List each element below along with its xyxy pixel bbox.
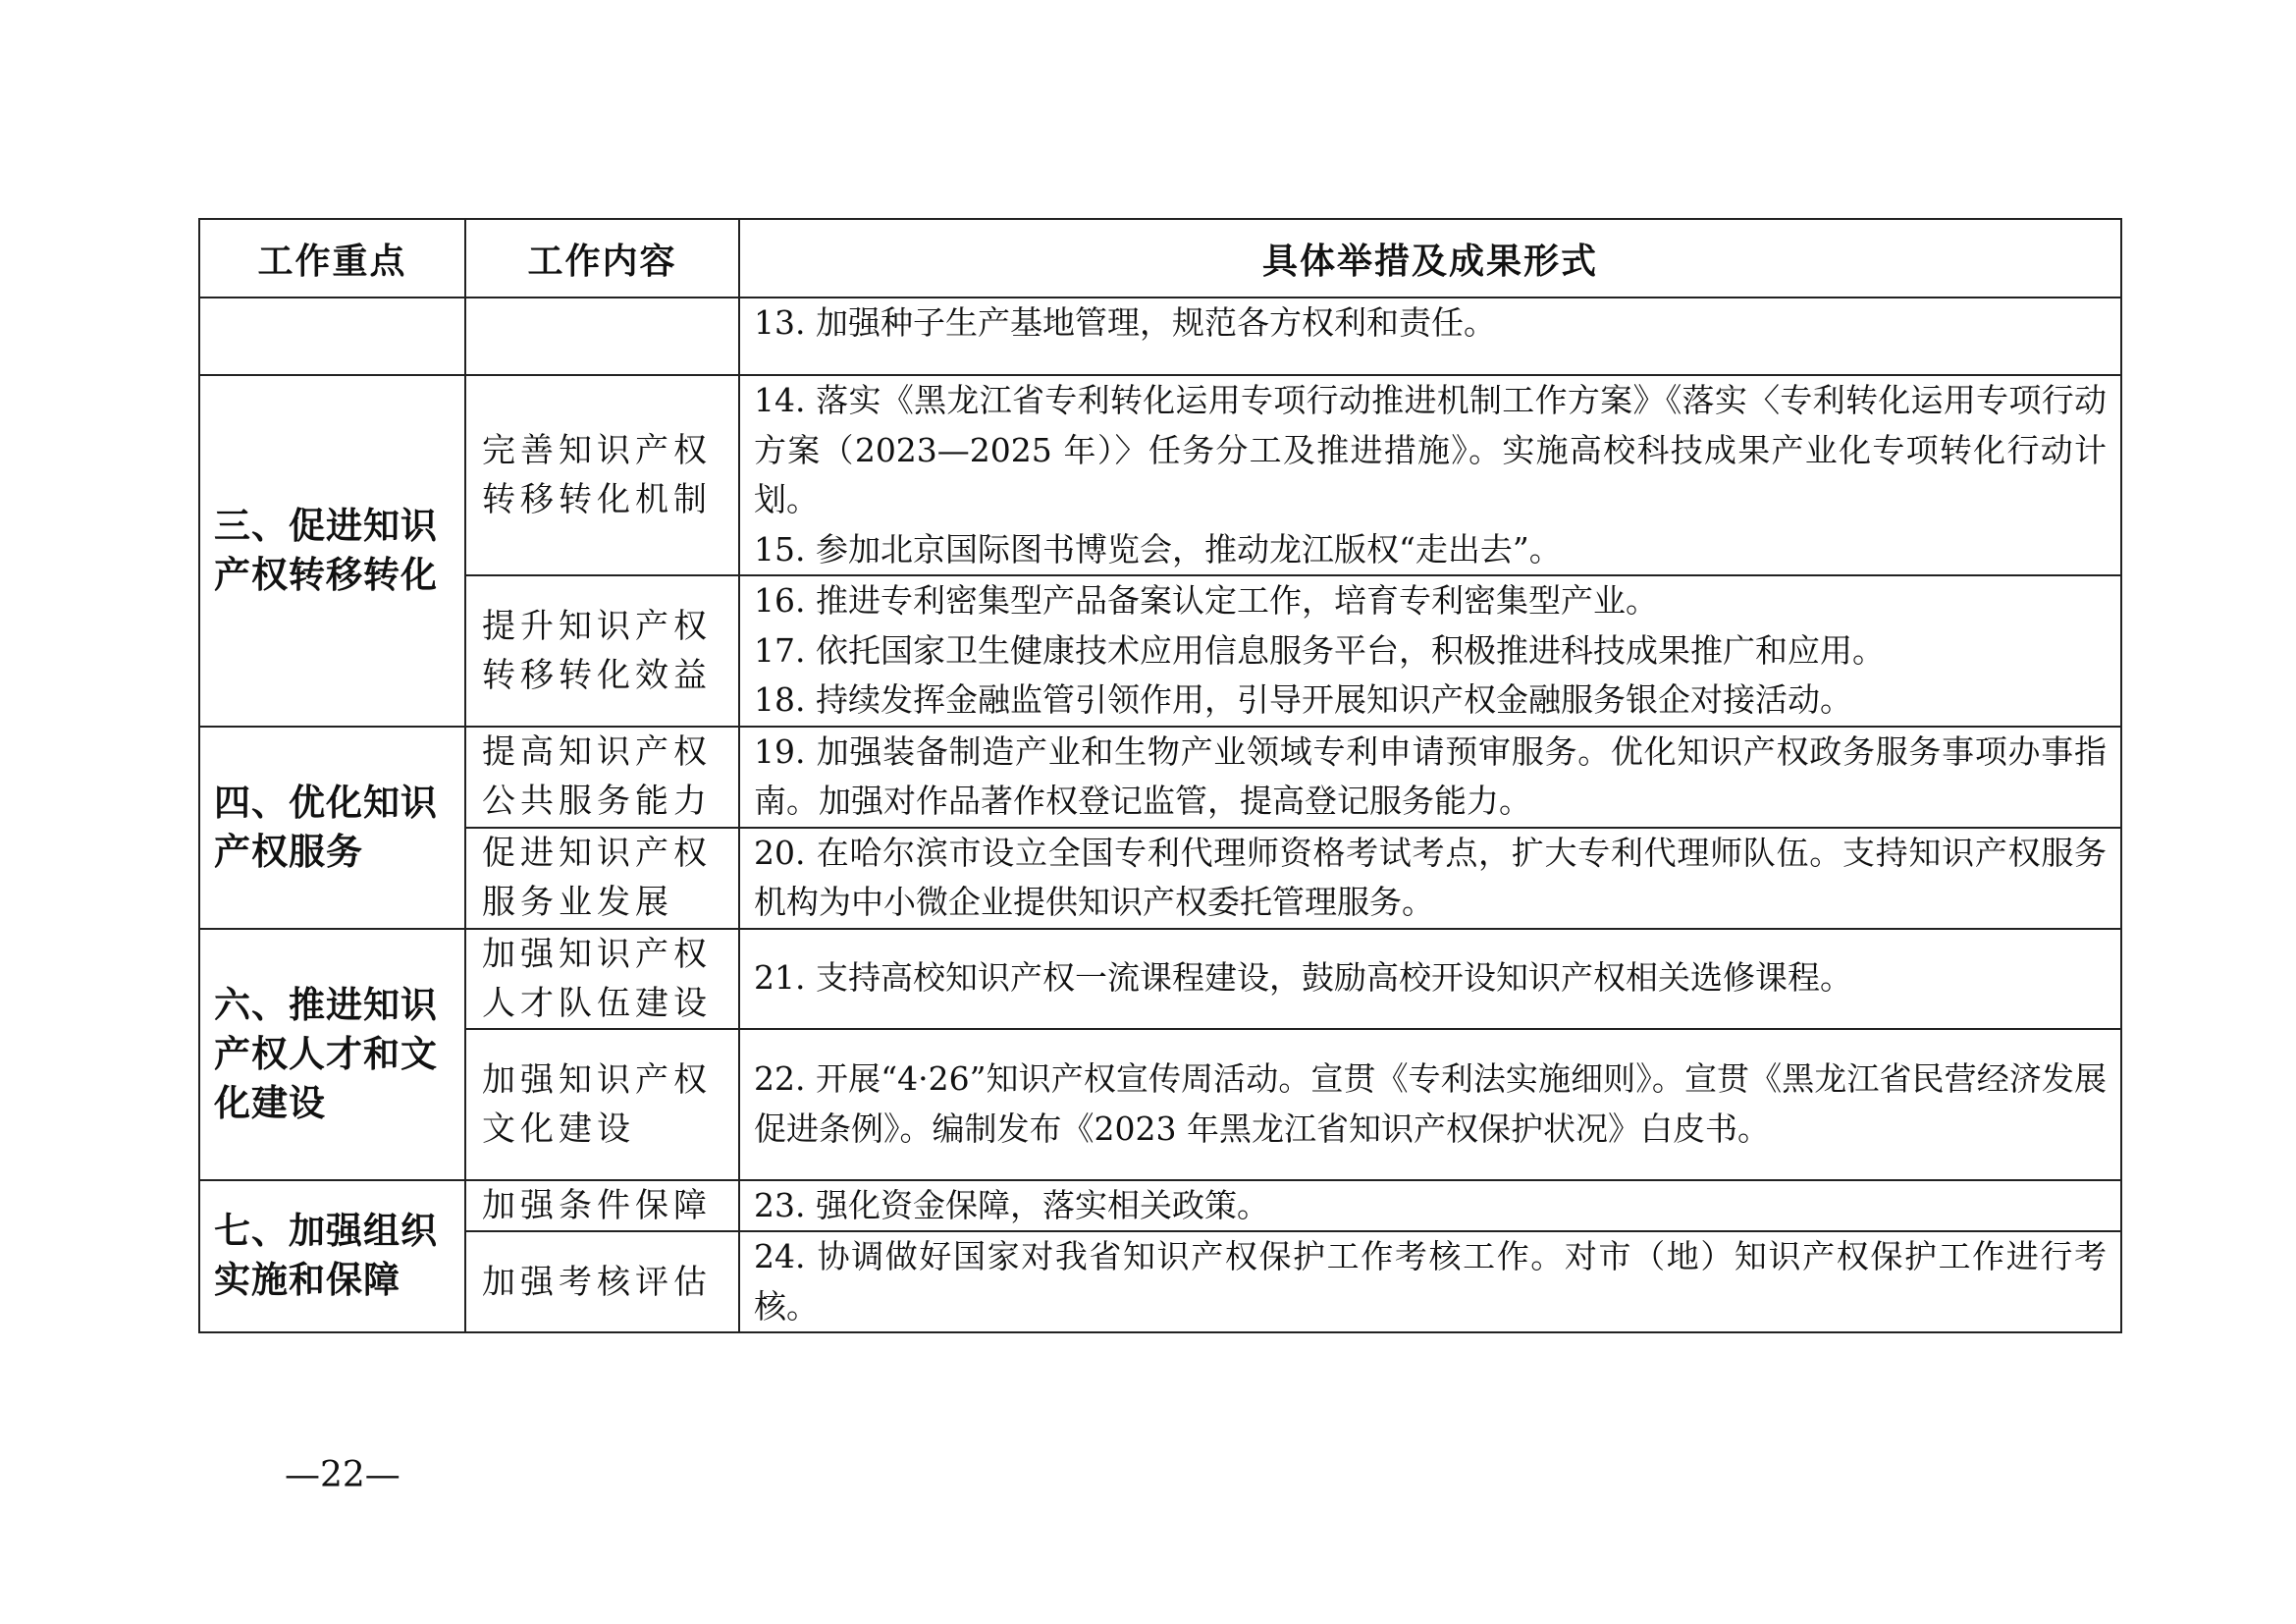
measure-item: 23. 强化资金保障，落实相关政策。 xyxy=(754,1185,1269,1224)
work-content-cell: 加强知识产权文化建设 xyxy=(465,1029,739,1180)
table-row xyxy=(199,727,2121,828)
measures-cell xyxy=(739,298,2121,375)
work-content-cell: 加强考核评估 xyxy=(465,1231,739,1332)
measures-cell xyxy=(739,1231,2121,1332)
table-row xyxy=(199,375,2121,575)
table-row xyxy=(199,575,2121,727)
work-content-cell: 加强知识产权人才队伍建设 xyxy=(465,929,739,1029)
measures-cell xyxy=(739,575,2121,727)
work-content-cell xyxy=(465,298,739,375)
table-row xyxy=(199,298,2121,375)
work-focus-cell: 四、优化知识产权服务 xyxy=(199,727,465,929)
work-content-cell: 完善知识产权转移转化机制 xyxy=(465,375,739,575)
work-content-cell: 提升知识产权转移转化效益 xyxy=(465,575,739,727)
table-row xyxy=(199,1180,2121,1232)
table-row xyxy=(199,1029,2121,1180)
measures-cell xyxy=(739,929,2121,1029)
table-header-row xyxy=(199,219,2121,298)
work-content-cell: 促进知识产权服务业发展 xyxy=(465,828,739,929)
table-row xyxy=(199,929,2121,1029)
work-content-cell: 加强条件保障 xyxy=(465,1180,739,1232)
table-row xyxy=(199,828,2121,929)
measure-item: 16. 推进专利密集型产品备案认定工作，培育专利密集型产业。 xyxy=(754,581,1658,620)
measure-item: 19. 加强装备制造产业和生物产业领域专利申请预审服务。优化知识产权政务服务事项办事指南。加强对作品著作权登记监管，提高登记服务能力。 xyxy=(754,731,2107,820)
measure-item: 22. 开展“4·26”知识产权宣传周活动。宣贯《专利法实施细则》。宣贯《黑龙江省民营经济发展促进条例》。编制发布《2023 年黑龙江省知识产权保护状况》白皮书。 xyxy=(754,1059,2107,1148)
measures-table xyxy=(198,218,2122,1333)
measures-cell xyxy=(739,1029,2121,1180)
work-content-cell: 提高知识产权公共服务能力 xyxy=(465,727,739,828)
measures-cell xyxy=(739,1180,2121,1232)
measure-item: 21. 支持高校知识产权一流课程建设，鼓励高校开设知识产权相关选修课程。 xyxy=(754,958,1852,998)
work-focus-cell: 三、促进知识产权转移转化 xyxy=(199,375,465,727)
header-measures: 具体举措及成果形式 xyxy=(739,219,2121,298)
measure-item: 13. 加强种子生产基地管理，规范各方权利和责任。 xyxy=(754,303,1496,342)
header-work-focus: 工作重点 xyxy=(199,219,465,298)
measure-item: 18. 持续发挥金融监管引领作用，引导开展知识产权金融服务银企对接活动。 xyxy=(754,680,1852,719)
work-focus-cell: 七、加强组织实施和保障 xyxy=(199,1180,465,1333)
measure-item: 17. 依托国家卫生健康技术应用信息服务平台，积极推进科技成果推广和应用。 xyxy=(754,630,1885,670)
measure-item: 15. 参加北京国际图书博览会，推动龙江版权“走出去”。 xyxy=(754,529,1562,568)
header-work-content: 工作内容 xyxy=(465,219,739,298)
measures-cell xyxy=(739,375,2121,575)
table-row xyxy=(199,1231,2121,1332)
measure-item: 20. 在哈尔滨市设立全国专利代理师资格考试考点，扩大专利代理师队伍。支持知识产权服务机构为中小微企业提供知识产权委托管理服务。 xyxy=(754,833,2107,921)
work-focus-cell xyxy=(199,298,465,375)
measures-cell xyxy=(739,828,2121,929)
work-focus-cell: 六、推进知识产权人才和文化建设 xyxy=(199,929,465,1180)
page-number: —22— xyxy=(285,1455,400,1495)
measures-cell xyxy=(739,727,2121,828)
measure-item: 24. 协调做好国家对我省知识产权保护工作考核工作。对市（地）知识产权保护工作进行考核。 xyxy=(754,1237,2107,1326)
measure-item: 14. 落实《黑龙江省专利转化运用专项行动推进机制工作方案》《落实〈专利转化运用专项行动方案（2023—2025 年）〉任务分工及推进措施》。实施高校科技成果产业化专项转化行动计划。 xyxy=(754,381,2107,518)
